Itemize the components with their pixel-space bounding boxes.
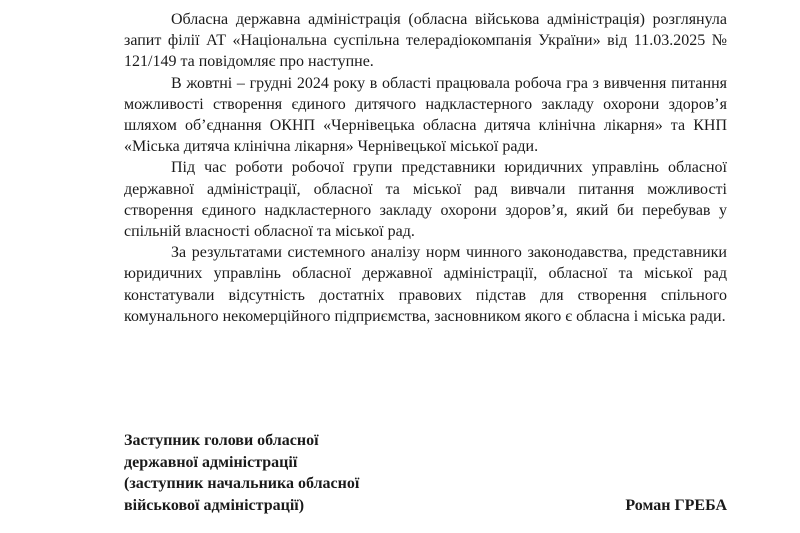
letter-body (124, 9, 727, 327)
signer-position-line-1: Заступник голови обласної (124, 432, 319, 449)
signer-name: Роман ГРЕБА (625, 496, 727, 514)
paragraph-working-group: В жовтні – грудні 2024 року в області працювала робоча гра з вивчення питання можливості створення єдиного дитячого надкластерного закладу охорони здоров’я шляхом об’єднання ОКНП «Чернівецька обласна дитяча клінічна лікарня» та КНП «Міська дитяча клінічна лікарня» Чернівецької міської ради. (124, 74, 727, 156)
signature-block (124, 430, 727, 516)
paragraph-legal-review: Під час роботи робочої групи представники юридичних управлінь обласної державної адміністрації, обласної та міської рад вивчали питання можливості створення єдиного надкластерного закладу охорони здоров’я, який би перебував у спільній власності обласної та міської рад. (124, 159, 727, 241)
signer-position-line-2: державної адміністрації (124, 453, 298, 471)
paragraph-intro: Обласна державна адміністрація (обласна військова адміністрація) розглянула запит філії АТ «Національна суспільна телерадіокомпанія України» від 11.03.2025 № 121/149 та повідомляє про наступне. (124, 11, 727, 71)
signer-position-line-4: військової адміністрації) (124, 496, 305, 514)
paragraph-conclusion: За результатами системного аналізу норм чинного законодавства, представники юридичних управлінь обласної державної адміністрації, обласної та міської рад констатували відсутність достатніх правових підстав для створення спільного комунального некомерційного підприємства, засновником якого є обласна і міська ради. (124, 244, 727, 325)
signer-position-line-3: (заступник начальника обласної (124, 475, 360, 492)
